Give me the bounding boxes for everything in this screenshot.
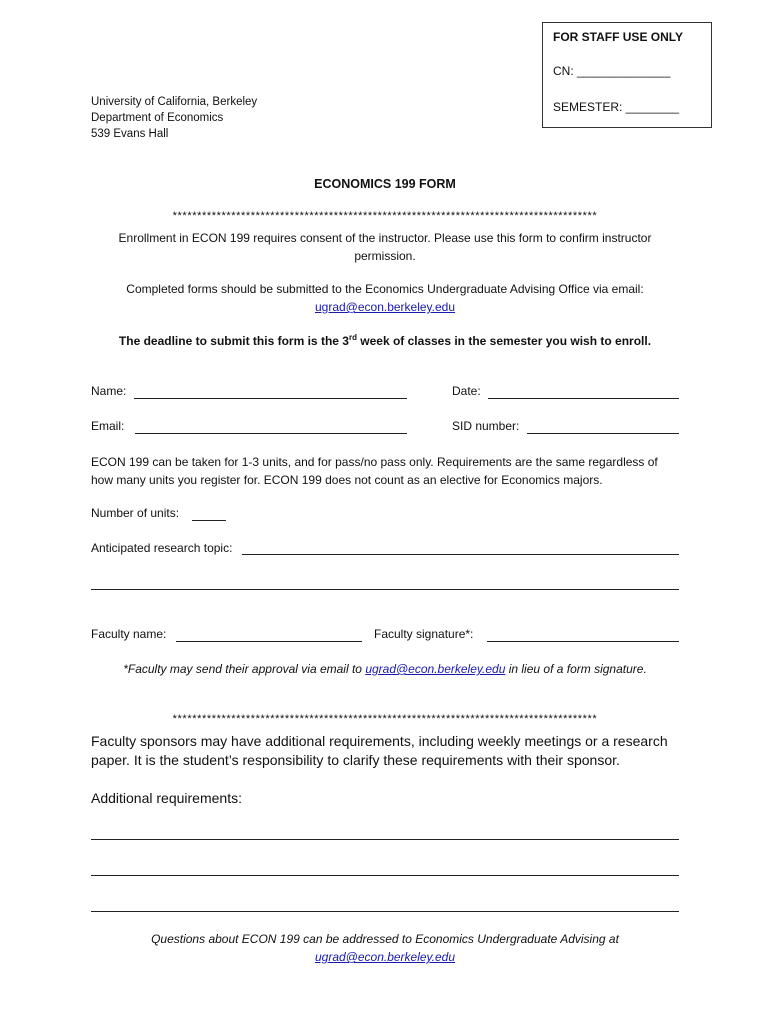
advising-email-link[interactable]: ugrad@econ.berkeley.edu bbox=[314, 300, 456, 314]
faculty-signature-input-line[interactable] bbox=[487, 641, 679, 642]
additional-requirements-label: Additional requirements: bbox=[91, 790, 242, 806]
faculty-name-label: Faculty name: bbox=[91, 627, 167, 641]
units-info: ECON 199 can be taken for 1-3 units, and for pass/no pass only. Requirements are the same regardless of how many units you register for. ECON 199 does not count as an elective for Economics majors. bbox=[91, 455, 658, 487]
name-label: Name: bbox=[91, 384, 127, 398]
date-label: Date: bbox=[452, 384, 481, 398]
research-topic-label: Anticipated research topic: bbox=[91, 541, 233, 555]
faculty-name-input-line[interactable] bbox=[176, 641, 362, 642]
staff-use-title: FOR STAFF USE ONLY bbox=[553, 30, 684, 44]
name-input-line[interactable] bbox=[134, 398, 407, 399]
semester-field[interactable]: SEMESTER: ________ bbox=[553, 100, 680, 114]
research-topic-input-line-2[interactable] bbox=[91, 589, 679, 590]
footer-email-link[interactable]: ugrad@econ.berkeley.edu bbox=[314, 950, 456, 964]
email-label: Email: bbox=[91, 419, 125, 433]
consent-text: Enrollment in ECON 199 requires consent of the instructor. Please use this form to confirm instructor permission. bbox=[118, 231, 652, 263]
research-topic-input-line[interactable] bbox=[242, 554, 679, 555]
additional-requirements-line-3[interactable] bbox=[91, 911, 679, 912]
separator-middle: *************************************************************************************** bbox=[172, 713, 598, 725]
units-input-line[interactable] bbox=[192, 520, 226, 521]
address-line-2: Department of Economics bbox=[91, 112, 224, 124]
sponsor-requirements-text: Faculty sponsors may have additional requirements, including weekly meetings or a research paper. It is the student’s responsibility to clarify these requirements with their sponsor. bbox=[91, 733, 668, 768]
email-input-line[interactable] bbox=[135, 433, 407, 434]
faculty-note-end: in lieu of a form signature. bbox=[505, 662, 647, 676]
address-line-3: 539 Evans Hall bbox=[91, 128, 169, 140]
additional-requirements-line-2[interactable] bbox=[91, 875, 679, 876]
submit-instructions: Completed forms should be submitted to the Economics Undergraduate Advising Office via email: bbox=[126, 282, 644, 296]
deadline-notice bbox=[91, 333, 679, 348]
faculty-email-note bbox=[91, 662, 679, 676]
deadline-text-end: week of classes in the semester you wish to enroll. bbox=[356, 334, 652, 348]
deadline-text-start: The deadline to submit this form is the 3 bbox=[118, 334, 349, 348]
faculty-note-start: *Faculty may send their approval via email to bbox=[123, 662, 366, 676]
additional-requirements-line-1[interactable] bbox=[91, 839, 679, 840]
units-label: Number of units: bbox=[91, 506, 180, 520]
footer-text: Questions about ECON 199 can be addressed to Economics Undergraduate Advising at bbox=[151, 932, 619, 946]
faculty-signature-label: Faculty signature*: bbox=[374, 627, 474, 641]
deadline-ordinal: rd bbox=[348, 333, 357, 342]
staff-use-box bbox=[542, 22, 712, 128]
sid-label: SID number: bbox=[452, 419, 520, 433]
sid-input-line[interactable] bbox=[527, 433, 679, 434]
faculty-note-email-link[interactable]: ugrad@econ.berkeley.edu bbox=[365, 662, 506, 676]
date-input-line[interactable] bbox=[488, 398, 679, 399]
form-title: ECONOMICS 199 FORM bbox=[314, 177, 456, 191]
cn-field[interactable]: CN: ______________ bbox=[553, 64, 671, 78]
department-address bbox=[91, 94, 257, 142]
address-line-1: University of California, Berkeley bbox=[91, 96, 258, 108]
separator-top: *************************************************************************************** bbox=[172, 210, 598, 222]
